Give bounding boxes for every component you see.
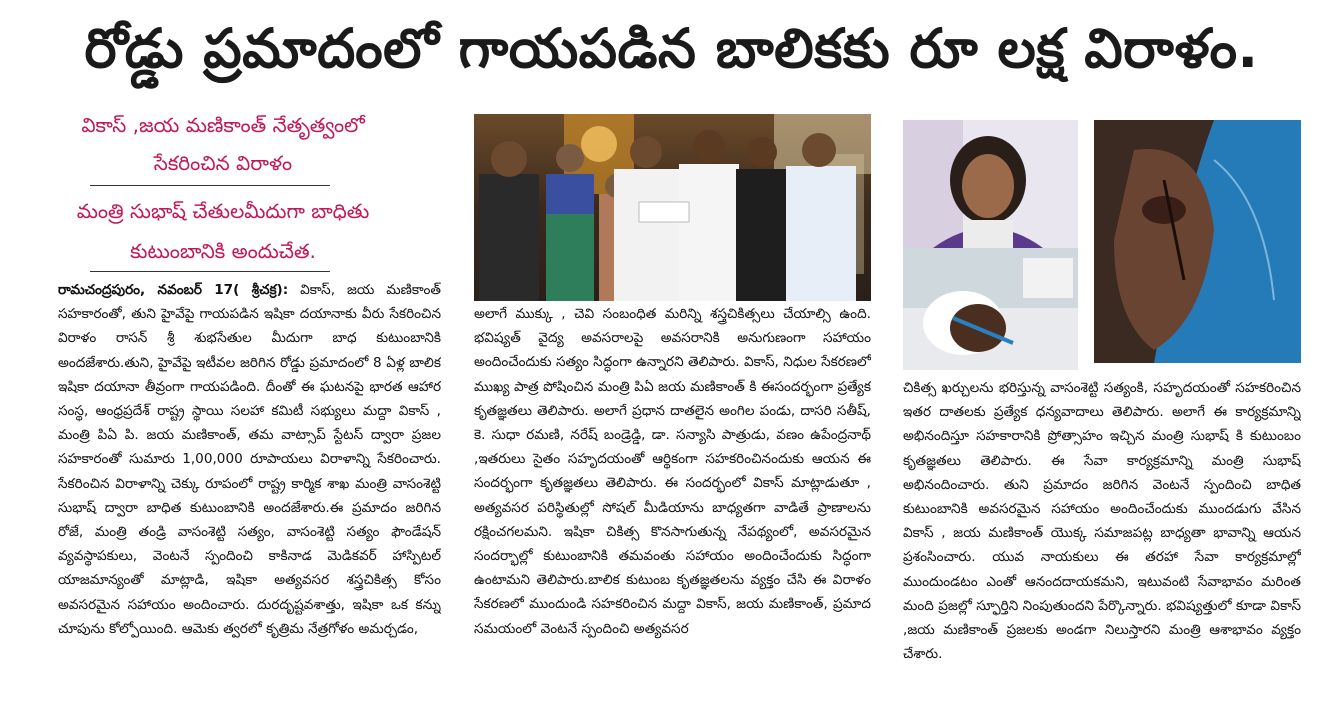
subhead-line-4: కుటుంబానికి అందుచేత. (130, 239, 316, 263)
column-1-text: వికాస్, జయ మణికాంత్ సహకారంతో, తుని హైవేపై గాయపడిన ఇషికా దయానాకు వీరు సేకరించిన విరాళం రాసన్ శ్రీ శుభసేతుల మీదుగా బాధ కుటుంబానికి అందజేశారు.తుని, హైవేపై ఇటీవల జరిగిన రోడ్డు ప్రమాదంలో 8 ఏళ్ల బాలిక ఇషికా దయానా తీవ్రంగా గాయపడింది. దీంతో ఈ ఘటనపై భారత ఆహార సంస్థ, ఆంధ్రప్రదేశ్ రాష్ట్ర స్థాయి సలహా కమిటీ సభ్యులు మద్దా వికాస్ , మంత్రి పిఏ పి. జయ మణికాంత్, తమ వాట్సాప్ స్టేటస్ ద్వారా ప్రజల సహకారంతో సుమారు 1,00,000 రూపాయలు విరాళాన్ని సేకరించారు. సేకరించిన విరాళాన్ని చెక్కు రూపంలో రాష్ట్ర కార్మిక శాఖ మంత్రి వాసంశెట్టి సుభాష్ ద్వారా బాధిత కుటుంబానికి అందజేశారు.ఈ ప్రమాదం జరిగిన రోజే, మంత్రి తండ్రి వాసంశెట్టి సత్యం, వాసంశెట్టి సత్యం ఫౌండేషన్ వ్యవస్థాపకులు, వెంటనే స్పందించి కాకినాడ మెడికవర్ హాస్పిటల్ యాజమాన్యంతో మాట్లాడి, ఇషికా అత్యవసర శస్త్రచికిత్స కోసం అవసరమైన సహాయం అందించారు. దురదృష్టవశాత్తు, ఇషికా ఒక కన్ను చూపును కోల్పోయింది. ఆమెకు త్వరలో కృత్రిమ నేత్రగోళం అమర్చడం, (58, 282, 441, 637)
article-column-2 (474, 302, 871, 700)
dateline: రామచంద్రపురం, నవంబర్ 17( శ్రీచక్ర): (58, 282, 289, 298)
column-3-text: చికిత్స ఖర్చులను భరిస్తున్న వాసంశెట్టి సత్యంకి, సహృదయంతో సహకరించిన ఇతర దాతలకు ప్రత్యేక ధన్యవాదాలు తెలిపారు. అలాగే ఈ కార్యక్రమాన్ని అభినందిస్తూ సహకారానికి ప్రోత్సాహం ఇచ్చిన మంత్రి సుభాష్ కి కుటుంబం కృతజ్ఞతలు తెలిపారు. ఈ సేవా కార్యక్రమాన్ని మంత్రి సుభాష్ అభినందించారు. తుని ప్రమాదం జరిగిన వెంటనే స్పందించి బాధిత కుటుంబానికి అవసరమైన సహాయం అందించేందుకు ముందడుగు వేసిన వికాస్ , జయ మణికాంత్ యొక్క సమాజపట్ల బాధ్యతా భావాన్ని ఆయన ప్రశంసించారు. యువ నాయకులు ఈ తరహా సేవా కార్యక్రమాల్లో ముందుండటం ఎంతో ఆనందదాయకమని, ఇటువంటి సేవాభావం మరింత మంది ప్రజల్లో స్ఫూర్తిని నింపుతుందని పేర్కొన్నారు. భవిష్యత్తులో కూడా వికాస్ ,జయ మణికాంత్ ప్రజలకు అండగా నిలుస్తారని మంత్రి ఆశాభావం వ్యక్తం చేశారు. (903, 380, 1301, 663)
article-column-3 (903, 376, 1301, 700)
column-2-text: అలాగే ముక్కు , చెవి సంబంధిత మరిన్ని శస్త్రచికిత్సలు చేయాల్సి ఉంది. భవిష్యత్ వైద్య అవసరాలపై అవసరానికి అనుగుణంగా సహాయం అందించేందుకు సత్యం సిద్ధంగా ఉన్నారని తెలిపారు. వికాస్, నిధుల సేకరణలో ముఖ్య పాత్ర పోషించిన మంత్రి పిఏ జయ మణికాంత్ కి ఈసందర్భంగా ప్రత్యేక కృతజ్ఞతలు తెలిపారు. అలాగే ప్రధాన దాతలైన అంగిల పండు, దాసరి సతీష్, కె. సుధా రమణి, నరేష్ బండ్రెడ్డి, డా. సన్యాసి పాత్రుడు, వణం ఉపేంద్రనాథ్ ,ఇతరులు సైతం సహృదయంతో ఆర్థికంగా సహకరించినందుకు ఆయన ఈ సందర్భంగా కృతజ్ఞతలు తెలిపారు. ఈ సందర్భంలో వికాస్ మాట్లాడుతూ , అత్యవసర పరిస్థితుల్లో సోషల్ మీడియాను బాధ్యతగా వాడితే ప్రాణాలను రక్షించగలమని. ఇషికా చికిత్స కొనసాగుతున్న నేపథ్యంలో, అవసరమైన సందర్భాల్లో కుటుంబానికి తమవంతు సహాయం అందించేందుకు సిద్ధంగా ఉంటామని తెలిపారు.బాలిక కుటుంబ కృతజ్ఞతలను వ్యక్తం చేసి ఈ విరాళం సేకరణలో ముందుండి సహకరించిన మద్దా వికాస్, జయ మణికాంత్, ప్రమాద సమయంలో వెంటనే స్పందించి అత్యవసర (474, 306, 871, 637)
hospital-bed-photo (903, 248, 1078, 370)
girl-portrait-photo (903, 120, 1078, 248)
subhead-divider (90, 185, 330, 186)
subhead-line-2: సేకరించిన విరాళం (153, 151, 293, 175)
subhead-line-3: మంత్రి సుభాష్ చేతులమీదుగా బాధితు (76, 199, 370, 223)
subhead-divider (90, 271, 330, 272)
injury-closeup-photo (1094, 120, 1301, 363)
headline: రోడ్డు ప్రమాదంలో గాయపడిన బాలికకు రూ లక్ష విరాళం. (84, 17, 1259, 80)
article-column-1 (58, 278, 441, 698)
subhead-line-1: వికాస్ ,జయ మణికాంత్ నేతృత్వంలో (81, 113, 365, 137)
cheque-handover-photo (474, 114, 871, 301)
